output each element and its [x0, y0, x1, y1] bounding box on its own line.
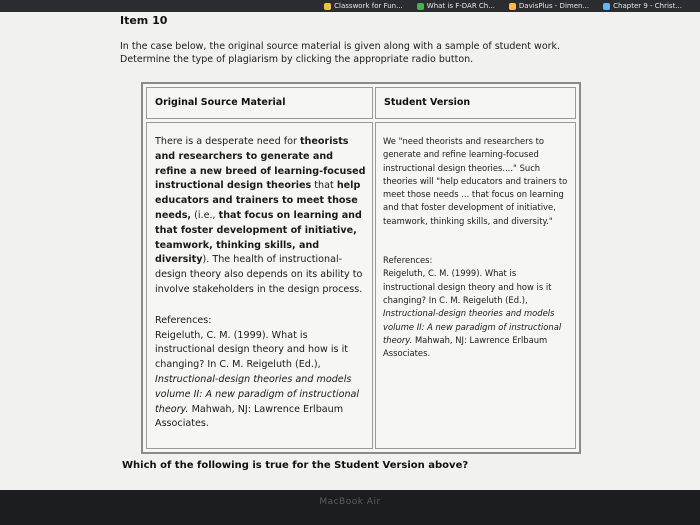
- reference-publisher: Mahwah, NJ: Lawrence Erlbaum Associates.: [383, 334, 548, 359]
- tab-label: What is F-DAR Ch...: [426, 2, 495, 10]
- tab-label: Chapter 9 - Christ...: [613, 2, 682, 10]
- student-version-header: Student Version: [375, 87, 576, 119]
- original-text-plain: that: [311, 180, 337, 192]
- original-text-bold: theorists and researchers to generate and refine a new breed of learning-focused instructional design theories: [155, 136, 366, 192]
- tab-favicon-icon: [603, 3, 610, 10]
- quiz-page: [0, 12, 700, 490]
- tab-favicon-icon: [324, 3, 331, 10]
- browser-tab-chapter9[interactable]: [603, 2, 682, 10]
- original-text-plain: (i.e.,: [191, 209, 219, 221]
- original-source-cell: [146, 122, 373, 449]
- original-text-plain: ). The health of instructional-design theory also depends on its ability to involve stakeholders in the design process.: [155, 254, 363, 295]
- references-label: References:: [383, 255, 433, 266]
- reference-book-title: Instructional-design theories and models volume II: A new paradigm of instructional theory.: [155, 373, 360, 415]
- item-instructions: In the case below, the original source material is given along with a sample of student work. Determine the type of plagiarism by clicking the appropriate radio button.: [120, 41, 561, 65]
- tab-label: Classwork for Fun...: [334, 2, 403, 10]
- laptop-brand-label: MacBook Air: [319, 497, 381, 507]
- references-label: References:: [155, 314, 212, 326]
- item-title: Item 10: [120, 14, 168, 27]
- original-text-bold: that focus on learning and that foster development of initiative, teamwork, thinking skills, and diversity: [155, 209, 362, 266]
- original-text-bold: help educators and trainers to meet those needs,: [155, 180, 361, 221]
- reference-book-title: Instructional-design theories and models volume II: A new paradigm of instructional theory.: [383, 308, 562, 345]
- browser-tab-strip: [0, 0, 700, 12]
- reference-publisher: Mahwah, NJ: Lawrence Erlbaum Associates.: [155, 403, 344, 430]
- reference-citation: Reigeluth, C. M. (1999). What is instructional design theory and how is it changing? In C. M. Reigeluth (Ed.),: [155, 329, 349, 371]
- student-references: [383, 254, 569, 360]
- tab-favicon-icon: [417, 3, 424, 10]
- original-text-plain: There is a desperate need for: [155, 136, 300, 147]
- tab-label: DavisPlus - Dimen...: [518, 2, 590, 10]
- reference-citation: Reigeluth, C. M. (1999). What is instructional design theory and how is it changing? In C. M. Reigeluth (Ed.),: [383, 268, 552, 305]
- original-references: [155, 314, 366, 432]
- browser-tab-davisplus[interactable]: [509, 2, 589, 10]
- comparison-table: [141, 82, 581, 454]
- original-source-text: [155, 135, 366, 298]
- student-version-cell: [375, 122, 576, 449]
- original-source-header: Original Source Material: [146, 87, 373, 119]
- browser-tab-fdar[interactable]: [417, 2, 495, 10]
- browser-tab-classwork[interactable]: [324, 2, 403, 10]
- student-version-text: We "need theorists and researchers to generate and refine learning-focused instructional design theories...." Such theories will "help educators and trainers to meet those needs ... that focus on learning and that foster development of initiative, teamwork, thinking skills, and diversity.": [383, 136, 568, 226]
- question-prompt: Which of the following is true for the Student Version above?: [122, 460, 469, 471]
- tab-favicon-icon: [509, 3, 516, 10]
